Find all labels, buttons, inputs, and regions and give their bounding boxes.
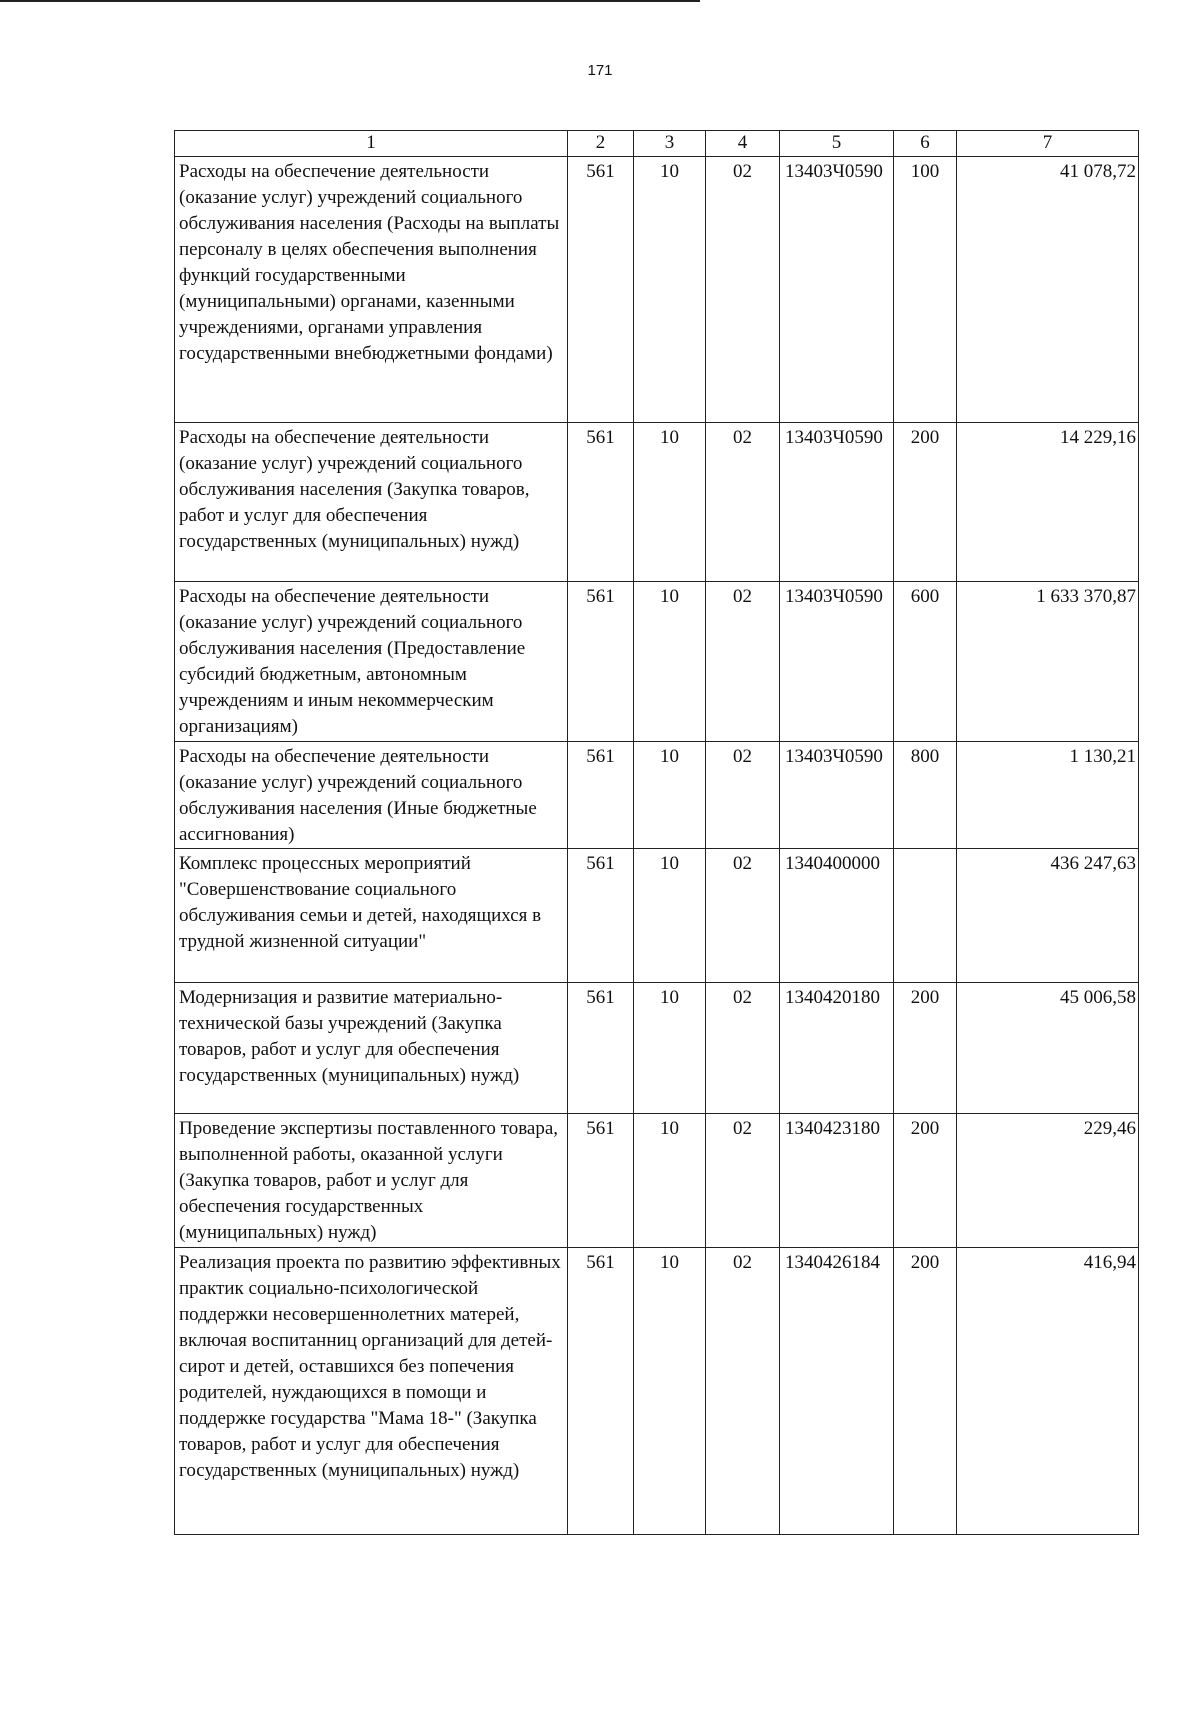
table-row bbox=[175, 1248, 1139, 1535]
cell-amount: 436 247,63 bbox=[957, 849, 1139, 983]
page-number: 171 bbox=[587, 62, 613, 79]
cell-col3: 10 bbox=[634, 983, 706, 1114]
table-row bbox=[175, 1114, 1139, 1248]
header-row bbox=[175, 131, 1139, 157]
budget-table bbox=[174, 130, 1139, 1535]
cell-col2: 561 bbox=[568, 157, 634, 423]
cell-col6: 200 bbox=[894, 1248, 957, 1535]
cell-amount: 1 130,21 bbox=[957, 742, 1139, 849]
cell-col6: 600 bbox=[894, 582, 957, 742]
cell-col6: 200 bbox=[894, 1114, 957, 1248]
cell-col3: 10 bbox=[634, 423, 706, 582]
cell-col6: 800 bbox=[894, 742, 957, 849]
cell-amount: 1 633 370,87 bbox=[957, 582, 1139, 742]
cell-col4: 02 bbox=[706, 983, 780, 1114]
row-name: Реализация проекта по развитию эффективных практик социально-психологической поддержки несовершеннолетних матерей, включая воспитанниц организаций для детей-сирот и детей, оставшихся без попечения родителей, нуждающихся в помощи и поддержке государства "Мама 18-" (Закупка товаров, работ и услуг для обеспечения государственных (муниципальных) нужд) bbox=[175, 1248, 568, 1535]
cell-col4: 02 bbox=[706, 157, 780, 423]
cell-amount: 14 229,16 bbox=[957, 423, 1139, 582]
cell-amount: 41 078,72 bbox=[957, 157, 1139, 423]
cell-col2: 561 bbox=[568, 423, 634, 582]
cell-col5: 1340420180 bbox=[780, 983, 894, 1114]
header-cell: 3 bbox=[634, 131, 706, 157]
cell-col6 bbox=[894, 849, 957, 983]
header-cell: 5 bbox=[780, 131, 894, 157]
top-rule bbox=[0, 0, 700, 2]
header-cell: 6 bbox=[894, 131, 957, 157]
cell-col3: 10 bbox=[634, 849, 706, 983]
cell-col3: 10 bbox=[634, 742, 706, 849]
table-row bbox=[175, 983, 1139, 1114]
cell-amount: 45 006,58 bbox=[957, 983, 1139, 1114]
cell-col4: 02 bbox=[706, 423, 780, 582]
cell-amount: 229,46 bbox=[957, 1114, 1139, 1248]
cell-col5: 1340423180 bbox=[780, 1114, 894, 1248]
cell-col4: 02 bbox=[706, 1248, 780, 1535]
row-name: Расходы на обеспечение деятельности (оказание услуг) учреждений социального обслуживания населения (Закупка товаров, работ и услуг для обеспечения государственных (муниципальных) нужд) bbox=[175, 423, 568, 582]
cell-col4: 02 bbox=[706, 582, 780, 742]
table-row bbox=[175, 582, 1139, 742]
cell-col4: 02 bbox=[706, 742, 780, 849]
table-row bbox=[175, 157, 1139, 423]
table-row bbox=[175, 423, 1139, 582]
header-cell: 4 bbox=[706, 131, 780, 157]
cell-col5: 13403Ч0590 bbox=[780, 582, 894, 742]
cell-col2: 561 bbox=[568, 742, 634, 849]
header-cell: 7 bbox=[957, 131, 1139, 157]
cell-col3: 10 bbox=[634, 157, 706, 423]
row-name: Комплекс процессных мероприятий "Совершенствование социального обслуживания семьи и детей, находящихся в трудной жизненной ситуации" bbox=[175, 849, 568, 983]
cell-col3: 10 bbox=[634, 1114, 706, 1248]
cell-col2: 561 bbox=[568, 582, 634, 742]
cell-col5: 13403Ч0590 bbox=[780, 157, 894, 423]
cell-col6: 200 bbox=[894, 983, 957, 1114]
row-name: Проведение экспертизы поставленного товара, выполненной работы, оказанной услуги (Закупка товаров, работ и услуг для обеспечения государственных (муниципальных) нужд) bbox=[175, 1114, 568, 1248]
cell-col2: 561 bbox=[568, 1114, 634, 1248]
cell-col5: 1340426184 bbox=[780, 1248, 894, 1535]
cell-col6: 200 bbox=[894, 423, 957, 582]
cell-col5: 1340400000 bbox=[780, 849, 894, 983]
row-name: Модернизация и развитие материально-технической базы учреждений (Закупка товаров, работ и услуг для обеспечения государственных (муниципальных) нужд) bbox=[175, 983, 568, 1114]
row-name: Расходы на обеспечение деятельности (оказание услуг) учреждений социального обслуживания населения (Иные бюджетные ассигнования) bbox=[175, 742, 568, 849]
row-name: Расходы на обеспечение деятельности (оказание услуг) учреждений социального обслуживания населения (Предоставление субсидий бюджетным, автономным учреждениям и иным некоммерческим организациям) bbox=[175, 582, 568, 742]
cell-col2: 561 bbox=[568, 983, 634, 1114]
cell-col3: 10 bbox=[634, 1248, 706, 1535]
cell-col2: 561 bbox=[568, 1248, 634, 1535]
cell-col5: 13403Ч0590 bbox=[780, 742, 894, 849]
cell-amount: 416,94 bbox=[957, 1248, 1139, 1535]
cell-col5: 13403Ч0590 bbox=[780, 423, 894, 582]
cell-col4: 02 bbox=[706, 849, 780, 983]
header-cell: 2 bbox=[568, 131, 634, 157]
cell-col3: 10 bbox=[634, 582, 706, 742]
cell-col2: 561 bbox=[568, 849, 634, 983]
cell-col4: 02 bbox=[706, 1114, 780, 1248]
table-row bbox=[175, 849, 1139, 983]
row-name: Расходы на обеспечение деятельности (оказание услуг) учреждений социального обслуживания населения (Расходы на выплаты персоналу в целях обеспечения выполнения функций государственными (муниципальными) органами, казенными учреждениями, органами управления государственными внебюджетными фондами) bbox=[175, 157, 568, 423]
table-row bbox=[175, 742, 1139, 849]
cell-col6: 100 bbox=[894, 157, 957, 423]
header-cell: 1 bbox=[175, 131, 568, 157]
